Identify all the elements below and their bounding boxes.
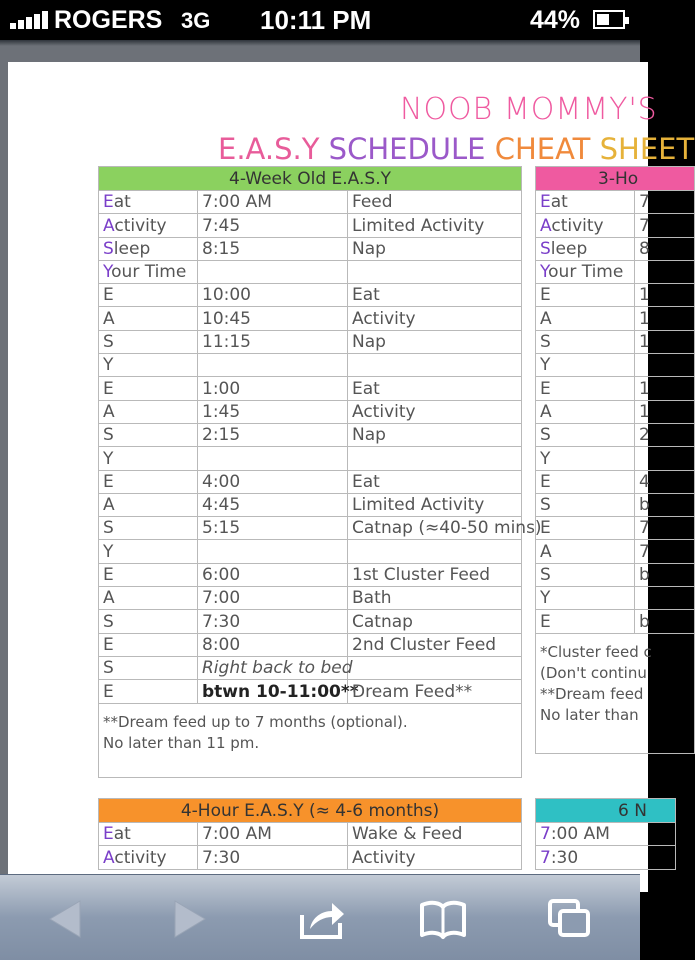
note-line: *Cluster feed c [540, 642, 652, 661]
table-cell: Sleep [536, 237, 635, 260]
table-cell [198, 260, 348, 283]
note-line: No later than [540, 705, 639, 724]
table-row [99, 423, 522, 446]
table-cell: Nap [348, 423, 522, 446]
table-row [99, 447, 522, 470]
table-cell: 4:00 [198, 470, 348, 493]
table-cell: S [99, 610, 198, 633]
table-row [99, 260, 522, 283]
table-cell: 4:45 [198, 493, 348, 516]
page-title: NOOB MOMMY'S [400, 92, 658, 127]
table-cell: Eat [348, 377, 522, 400]
signal-strength-icon [10, 11, 50, 29]
four-hour-schedule-table [98, 798, 522, 870]
table-cell: S [536, 563, 635, 586]
table-cell: 7:00 AM [536, 823, 676, 846]
table-row [99, 330, 522, 353]
battery-percent: 44% [530, 6, 581, 34]
table-cell: Your Time [536, 260, 635, 283]
table-cell: A [536, 307, 635, 330]
table-row [536, 354, 695, 377]
table-header: 4-Week Old E.A.S.Y [99, 167, 522, 191]
table-cell [198, 540, 348, 563]
table-cell: E [99, 377, 198, 400]
table-cell: 10:00 [198, 284, 348, 307]
table-cell: Nap [348, 330, 522, 353]
back-arrow-icon[interactable] [40, 897, 90, 941]
table-cell: A [99, 400, 198, 423]
table-cell: Dream Feed** [348, 680, 522, 703]
table-cell: Eat [348, 470, 522, 493]
table-cell: Activity [99, 214, 198, 237]
table-row [536, 846, 676, 869]
table-cell: E [536, 610, 635, 633]
table-row [99, 307, 522, 330]
table-cell: Eat [536, 191, 635, 214]
lead-letter: A [103, 847, 115, 868]
table-cell [635, 260, 695, 283]
table-row [536, 423, 695, 446]
table-cell: Y [536, 354, 635, 377]
note-line: (Don't continu [540, 663, 647, 682]
table-row [99, 493, 522, 516]
table-row [536, 823, 676, 846]
document-page [8, 62, 695, 892]
web-viewport[interactable] [0, 40, 695, 874]
table-cell: Catnap [348, 610, 522, 633]
table-row [99, 470, 522, 493]
table-cell: b [635, 610, 695, 633]
table-cell: Nap [348, 237, 522, 260]
table-cell [635, 354, 695, 377]
tabs-icon[interactable] [546, 897, 596, 941]
table-row [99, 656, 522, 679]
table-row [536, 237, 695, 260]
notes-row [536, 633, 695, 753]
table-cell: 1st Cluster Feed [348, 563, 522, 586]
table-row [536, 517, 695, 540]
table-row [536, 214, 695, 237]
table-cell: A [536, 540, 635, 563]
table-row [536, 563, 695, 586]
battery-icon [593, 10, 625, 29]
table-cell: Y [99, 447, 198, 470]
table-cell: 11:15 [198, 330, 348, 353]
table-row [536, 447, 695, 470]
table-cell: Catnap (≈40-50 mins) [348, 517, 522, 540]
network-type: 3G [181, 8, 211, 33]
lead-letter: A [103, 215, 115, 236]
table-row [536, 307, 695, 330]
table-row [99, 610, 522, 633]
note-line: **Dream feed [540, 684, 644, 703]
table-cell: Your Time [99, 260, 198, 283]
forward-arrow-icon[interactable] [165, 897, 215, 941]
lead-letter: Y [540, 262, 549, 283]
table-cell: 2 [635, 423, 695, 446]
table-cell: S [536, 493, 635, 516]
table-row [536, 330, 695, 353]
table-cell: 4 [635, 470, 695, 493]
table-cell: 1 [635, 400, 695, 423]
share-icon[interactable] [298, 897, 348, 941]
table-cell: Activity [99, 846, 198, 869]
table-row [536, 260, 695, 283]
lead-letter: 7 [540, 847, 551, 868]
four-week-schedule-table [98, 166, 542, 778]
table-cell: 1 [635, 307, 695, 330]
table-row [99, 540, 522, 563]
notes-cell [99, 703, 522, 777]
table-cell: Y [536, 447, 635, 470]
table-cell [348, 540, 522, 563]
table-cell [635, 447, 695, 470]
notes-row [99, 703, 522, 777]
lead-letter: Y [103, 262, 112, 283]
table-cell: 2:15 [198, 423, 348, 446]
table-cell: Eat [99, 823, 198, 846]
table-cell: Sleep [99, 237, 198, 260]
table-row [536, 470, 695, 493]
table-cell: E [536, 284, 635, 307]
table-row [99, 377, 522, 400]
table-cell: b [635, 563, 695, 586]
lead-letter: S [540, 238, 551, 259]
three-hour-schedule-table [535, 166, 695, 754]
table-cell [348, 354, 522, 377]
table-cell [198, 447, 348, 470]
table-cell: 1 [635, 377, 695, 400]
table-cell: E [536, 377, 635, 400]
table-cell: 5:15 [198, 517, 348, 540]
lead-letter: 7 [540, 824, 551, 845]
table-cell: 7 [635, 540, 695, 563]
table-cell: btwn 10-11:00** [198, 680, 348, 703]
table-row [536, 377, 695, 400]
table-cell: 1 [635, 284, 695, 307]
table-cell: 7:45 [198, 214, 348, 237]
table-row [536, 587, 695, 610]
table-cell: Eat [348, 284, 522, 307]
table-cell: E [99, 470, 198, 493]
table-header: 6 N [536, 799, 676, 823]
table-row [536, 610, 695, 633]
table-cell: Feed [348, 191, 522, 214]
table-cell: Limited Activity [348, 214, 522, 237]
table-cell: b [635, 493, 695, 516]
table-cell: S [536, 330, 635, 353]
table-cell [198, 354, 348, 377]
table-cell: Limited Activity [348, 493, 522, 516]
table-cell: A [99, 493, 198, 516]
table-cell: Activity [348, 400, 522, 423]
table-cell: 10:45 [198, 307, 348, 330]
table-cell: S [99, 423, 198, 446]
table-cell: Y [99, 354, 198, 377]
subtitle-word: CHEAT [494, 132, 600, 166]
table-cell: 7:30 [198, 610, 348, 633]
page-subtitle [218, 132, 694, 166]
table-row [536, 493, 695, 516]
table-cell: S [536, 423, 635, 446]
table-cell: 1:45 [198, 400, 348, 423]
table-row [536, 191, 695, 214]
table-cell: E [536, 517, 635, 540]
subtitle-word: SHEET [599, 132, 695, 166]
table-row [99, 587, 522, 610]
table-cell: 8:15 [198, 237, 348, 260]
table-cell: Y [536, 587, 635, 610]
table-cell: S [99, 517, 198, 540]
table-row [99, 354, 522, 377]
notes-cell [536, 633, 695, 753]
note-line: **Dream feed up to 7 months (optional). [103, 712, 408, 731]
table-row [99, 846, 522, 869]
table-cell [348, 447, 522, 470]
table-cell: 6:00 [198, 563, 348, 586]
table-cell: A [99, 307, 198, 330]
table-cell: E [99, 633, 198, 656]
lead-letter: E [103, 824, 114, 845]
table-cell: E [99, 563, 198, 586]
table-cell: 8 [635, 237, 695, 260]
table-cell: Activity [348, 846, 522, 869]
table-cell: Eat [99, 191, 198, 214]
table-row [99, 680, 522, 703]
table-cell [348, 656, 522, 679]
status-bar [0, 0, 640, 40]
table-row [99, 563, 522, 586]
clock: 10:11 PM [260, 5, 372, 35]
table-cell: 7:00 AM [198, 191, 348, 214]
table-cell: A [536, 400, 635, 423]
table-cell: Right back to bed [198, 656, 348, 679]
table-cell: S [99, 330, 198, 353]
table-row [99, 517, 522, 540]
carrier-name: ROGERS [54, 6, 163, 34]
table-cell: 1:00 [198, 377, 348, 400]
subtitle-word: SCHEDULE [328, 132, 495, 166]
table-cell: 7 [635, 214, 695, 237]
table-header: 3-Ho [536, 167, 695, 191]
table-cell: 7:00 [198, 587, 348, 610]
six-month-schedule-table [535, 798, 676, 870]
table-cell: 7 [635, 191, 695, 214]
table-cell: A [99, 587, 198, 610]
table-cell [635, 587, 695, 610]
table-cell: Activity [536, 214, 635, 237]
table-cell: S [99, 656, 198, 679]
subtitle-word: E.A.S.Y [218, 132, 329, 166]
table-cell: E [99, 680, 198, 703]
table-cell: 7:00 AM [198, 823, 348, 846]
browser-toolbar [0, 874, 640, 960]
table-cell: Bath [348, 587, 522, 610]
table-row [99, 237, 522, 260]
lead-letter: E [540, 192, 551, 213]
table-cell: Wake & Feed [348, 823, 522, 846]
table-cell: Y [99, 540, 198, 563]
table-row [99, 633, 522, 656]
table-row [99, 284, 522, 307]
table-cell: 7:30 [536, 846, 676, 869]
table-row [99, 400, 522, 423]
lead-letter: E [103, 192, 114, 213]
table-cell: E [99, 284, 198, 307]
table-cell: 2nd Cluster Feed [348, 633, 522, 656]
table-cell [348, 260, 522, 283]
lead-letter: S [103, 238, 114, 259]
table-row [536, 540, 695, 563]
table-row [536, 284, 695, 307]
table-row [99, 191, 522, 214]
table-cell: Activity [348, 307, 522, 330]
lead-letter: A [540, 215, 552, 236]
table-cell: 7:30 [198, 846, 348, 869]
table-row [99, 214, 522, 237]
table-row [536, 400, 695, 423]
table-cell: 1 [635, 330, 695, 353]
table-cell: 8:00 [198, 633, 348, 656]
table-cell: 7 [635, 517, 695, 540]
table-row [99, 823, 522, 846]
table-header: 4-Hour E.A.S.Y (≈ 4-6 months) [99, 799, 522, 823]
bookmarks-icon[interactable] [418, 897, 468, 941]
note-line: No later than 11 pm. [103, 733, 260, 752]
table-cell: E [536, 470, 635, 493]
